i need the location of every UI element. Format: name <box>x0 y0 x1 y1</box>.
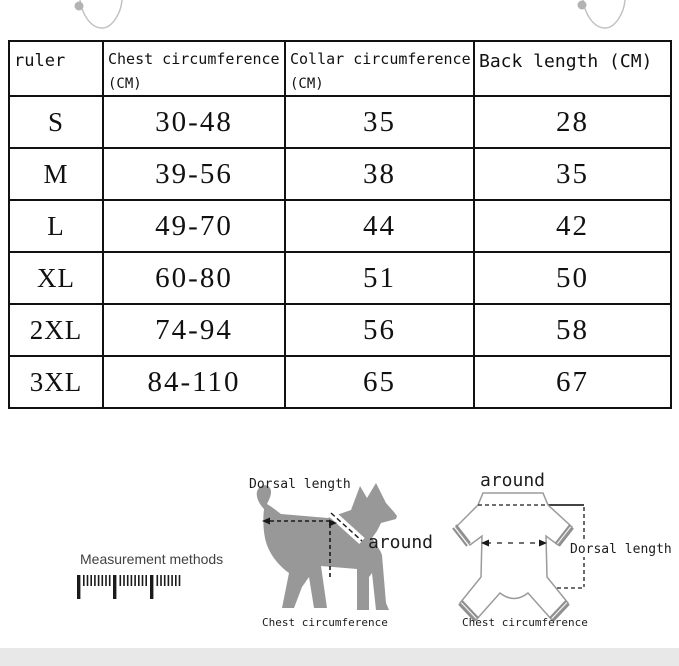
garment-outline <box>456 493 572 620</box>
header-chest-line2: (CM) <box>108 75 142 92</box>
header-collar <box>285 41 474 96</box>
measurement-methods-label: Measurement methods <box>80 551 224 567</box>
cell-collar: 44 <box>285 200 474 252</box>
cell-collar: 65 <box>285 356 474 408</box>
cell-collar: 35 <box>285 96 474 148</box>
table-row <box>9 96 671 148</box>
garment-dorsal-length-label: Dorsal length <box>570 542 672 557</box>
table-row <box>9 252 671 304</box>
cell-size: 2XL <box>9 304 103 356</box>
header-chest <box>103 41 285 96</box>
cell-back: 50 <box>474 252 671 304</box>
cell-size: L <box>9 200 103 252</box>
cell-back: 28 <box>474 96 671 148</box>
header-collar-line2: (CM) <box>290 75 324 92</box>
header-chest-line1: Chest circumference <box>108 50 280 68</box>
cell-size: M <box>9 148 103 200</box>
garment-chest-circumference-label: Chest circumference <box>462 616 588 629</box>
size-table <box>8 40 672 409</box>
dog-chest-circumference-label: Chest circumference <box>262 616 388 629</box>
cell-collar: 51 <box>285 252 474 304</box>
cell-chest: 39-56 <box>103 148 285 200</box>
hanging-loop-left-icon <box>75 0 123 28</box>
cell-back: 35 <box>474 148 671 200</box>
ruler-icon <box>77 574 183 600</box>
cell-chest: 84-110 <box>103 356 285 408</box>
cell-back: 67 <box>474 356 671 408</box>
cell-back: 42 <box>474 200 671 252</box>
cell-chest: 49-70 <box>103 200 285 252</box>
bottom-gray-strip <box>0 648 679 666</box>
cell-size: XL <box>9 252 103 304</box>
table-header-row <box>9 41 671 96</box>
table-row <box>9 356 671 408</box>
cell-chest: 60-80 <box>103 252 285 304</box>
garment-around-label: around <box>480 470 546 491</box>
hanging-loops-decoration <box>0 0 679 34</box>
header-collar-line1: Collar circumference <box>290 50 471 68</box>
cell-chest: 74-94 <box>103 304 285 356</box>
header-ruler: ruler <box>9 41 103 96</box>
header-back-length: Back length (CM) <box>474 41 671 96</box>
hanging-loop-right-icon <box>578 0 626 28</box>
table-row <box>9 304 671 356</box>
dog-dorsal-length-label: Dorsal length <box>249 477 351 492</box>
cell-back: 58 <box>474 304 671 356</box>
table-row <box>9 148 671 200</box>
table-row <box>9 200 671 252</box>
cell-collar: 56 <box>285 304 474 356</box>
dog-around-label: around <box>368 532 434 553</box>
size-table-body <box>9 96 671 408</box>
cell-collar: 38 <box>285 148 474 200</box>
cell-size: S <box>9 96 103 148</box>
cell-size: 3XL <box>9 356 103 408</box>
cell-chest: 30-48 <box>103 96 285 148</box>
